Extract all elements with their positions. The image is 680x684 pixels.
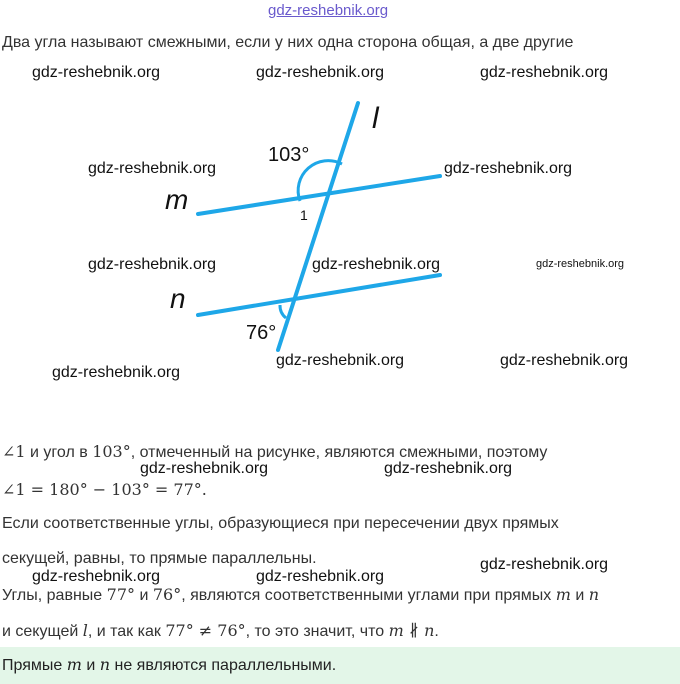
watermark: gdz-reshebnik.org xyxy=(444,160,573,177)
math-span: l xyxy=(82,621,88,640)
watermark: gdz-reshebnik.org xyxy=(88,256,217,273)
text-span: и xyxy=(81,657,100,674)
intro-text: Два угла называют смежными, если у них одна сторона общая, а две другие xyxy=(2,34,574,51)
line-m-label: m xyxy=(165,184,189,215)
math-span: m xyxy=(66,655,82,674)
solution-line-3: Если соответственные углы, образующиеся при пересечении двух прямых xyxy=(2,515,559,532)
angle-1-label: 1 xyxy=(300,207,308,223)
angle-103-label: 103° xyxy=(268,144,310,166)
watermark: gdz-reshebnik.org xyxy=(32,64,161,81)
solution-equation: ∠1 = 180° − 103° = 77°. xyxy=(2,480,207,499)
text-span: , и так как xyxy=(87,623,166,640)
angle-1-symbol: ∠1 xyxy=(2,442,26,461)
answer-text xyxy=(2,655,336,675)
watermark: gdz-reshebnik.org xyxy=(480,64,609,81)
math-span: 103° xyxy=(92,442,131,461)
math-span: 77° xyxy=(106,585,135,604)
watermark: gdz-reshebnik.org xyxy=(52,364,181,381)
watermark: gdz-reshebnik.org xyxy=(480,556,609,573)
line-l-label: l xyxy=(372,102,379,135)
watermark: gdz-reshebnik.org xyxy=(140,460,269,477)
solution-line-6 xyxy=(2,621,439,641)
angle-76-arc xyxy=(280,305,286,318)
watermark: gdz-reshebnik.org xyxy=(88,160,217,177)
text-span: Углы, равные xyxy=(2,587,107,604)
watermark: gdz-reshebnik.org xyxy=(536,258,625,270)
text-span: . xyxy=(434,623,439,640)
line-n xyxy=(198,275,440,315)
text-span: и угол в xyxy=(25,444,93,461)
math-span: m ∦ n xyxy=(388,621,435,640)
watermark: gdz-reshebnik.org xyxy=(312,256,441,273)
solution-line-1 xyxy=(2,442,547,462)
text-span: , отмеченный на рисунке, являются смежными, поэтому xyxy=(130,444,548,461)
text-span: , то это значит, что xyxy=(245,623,389,640)
solution-line-4: секущей, равны, то прямые параллельны. xyxy=(2,550,317,567)
math-span: m xyxy=(555,585,571,604)
line-l xyxy=(278,103,358,350)
watermark: gdz-reshebnik.org xyxy=(256,568,385,585)
watermark: gdz-reshebnik.org xyxy=(384,460,513,477)
text-span: и секущей xyxy=(2,623,83,640)
watermark: gdz-reshebnik.org xyxy=(32,568,161,585)
line-m xyxy=(198,176,440,214)
text-span: и xyxy=(570,587,589,604)
watermark: gdz-reshebnik.org xyxy=(500,352,629,369)
text-span: и xyxy=(135,587,153,604)
figure-lines xyxy=(198,103,440,350)
watermark: gdz-reshebnik.org xyxy=(276,352,405,369)
solution-line-5 xyxy=(2,585,599,605)
angle-76-label: 76° xyxy=(246,322,277,344)
watermark: gdz-reshebnik.org xyxy=(256,64,385,81)
math-span: n xyxy=(99,655,111,674)
line-n-label: n xyxy=(170,283,186,314)
text-span: не являются параллельными. xyxy=(110,657,337,674)
text-span: Прямые xyxy=(2,657,67,674)
math-span: 77° ≠ 76° xyxy=(165,621,246,640)
site-header-link[interactable]: gdz-reshebnik.org xyxy=(268,2,389,19)
text-span: , являются соответственными углами при прямых xyxy=(181,587,556,604)
math-span: n xyxy=(588,585,600,604)
math-span: 76° xyxy=(152,585,182,604)
